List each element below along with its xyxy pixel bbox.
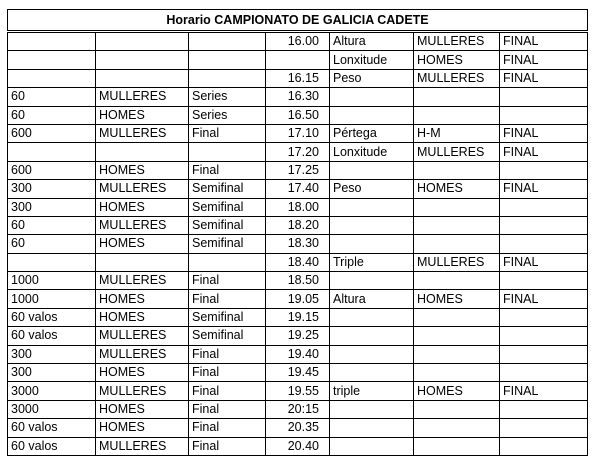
field-category-cell [414,419,500,437]
track-round-cell: Final [189,272,266,290]
table-row [8,51,588,69]
table-row [8,290,588,308]
field-category-cell: H-M [414,124,500,142]
track-category-cell: HOMES [96,308,189,326]
field-event-cell [330,437,414,455]
track-distance-cell [8,69,96,87]
field-category-cell: MULLERES [414,69,500,87]
table-row [8,400,588,418]
table-row [8,106,588,124]
time-cell: 18.30 [266,235,330,253]
track-category-cell: HOMES [96,364,189,382]
track-category-cell [96,253,189,271]
track-distance-cell: 60 valos [8,327,96,345]
field-round-cell: FINAL [500,382,588,400]
table-row [8,419,588,437]
track-distance-cell [8,51,96,69]
time-cell: 16.15 [266,69,330,87]
time-cell: 20:15 [266,400,330,418]
track-distance-cell: 60 [8,216,96,234]
track-distance-cell: 60 valos [8,419,96,437]
field-round-cell [500,364,588,382]
time-cell [266,51,330,69]
table-row [8,345,588,363]
track-distance-cell [8,32,96,51]
table-row [8,364,588,382]
track-round-cell: Final [189,345,266,363]
time-cell: 18.50 [266,272,330,290]
field-round-cell: FINAL [500,124,588,142]
track-distance-cell [8,143,96,161]
track-category-cell [96,143,189,161]
field-event-cell [330,364,414,382]
field-round-cell [500,345,588,363]
time-cell: 16.00 [266,32,330,51]
field-round-cell [500,437,588,455]
table-row [8,272,588,290]
table-title: Horario CAMPIONATO DE GALICIA CADETE [8,10,588,32]
field-event-cell [330,198,414,216]
track-distance-cell [8,253,96,271]
field-event-cell: Altura [330,32,414,51]
field-category-cell: HOMES [414,382,500,400]
time-cell: 17.20 [266,143,330,161]
field-round-cell: FINAL [500,143,588,161]
time-cell: 18.00 [266,198,330,216]
time-cell: 19.25 [266,327,330,345]
track-round-cell: Semifinal [189,327,266,345]
field-category-cell [414,198,500,216]
track-category-cell: MULLERES [96,327,189,345]
field-category-cell [414,272,500,290]
track-distance-cell: 300 [8,198,96,216]
table-row [8,69,588,87]
field-event-cell [330,106,414,124]
track-category-cell: HOMES [96,400,189,418]
field-event-cell: Pértega [330,124,414,142]
track-round-cell: Final [189,124,266,142]
field-round-cell [500,308,588,326]
field-category-cell [414,106,500,124]
table-row [8,124,588,142]
field-event-cell: Lonxitude [330,143,414,161]
field-event-cell [330,272,414,290]
table-row [8,143,588,161]
time-cell: 18.20 [266,216,330,234]
field-event-cell: Lonxitude [330,51,414,69]
table-row [8,88,588,106]
field-event-cell [330,235,414,253]
track-distance-cell: 60 [8,235,96,253]
field-category-cell: MULLERES [414,32,500,51]
field-event-cell [330,400,414,418]
table-row [8,253,588,271]
schedule-table [7,9,588,456]
track-category-cell: MULLERES [96,216,189,234]
field-category-cell [414,216,500,234]
field-event-cell [330,161,414,179]
track-round-cell: Semifinal [189,235,266,253]
time-cell: 19.55 [266,382,330,400]
field-event-cell: Triple [330,253,414,271]
time-cell: 17.10 [266,124,330,142]
field-event-cell [330,216,414,234]
field-round-cell [500,161,588,179]
time-cell: 19.40 [266,345,330,363]
track-distance-cell: 60 valos [8,437,96,455]
field-category-cell [414,437,500,455]
field-event-cell: Peso [330,69,414,87]
time-cell: 16.50 [266,106,330,124]
track-round-cell: Final [189,290,266,308]
track-round-cell [189,51,266,69]
track-category-cell [96,32,189,51]
track-category-cell: MULLERES [96,382,189,400]
track-round-cell: Series [189,106,266,124]
schedule-sheet [7,9,587,456]
track-category-cell: HOMES [96,198,189,216]
field-round-cell: FINAL [500,180,588,198]
field-event-cell: triple [330,382,414,400]
time-cell: 19.45 [266,364,330,382]
table-row [8,327,588,345]
field-category-cell [414,327,500,345]
track-category-cell: HOMES [96,161,189,179]
table-row [8,198,588,216]
track-distance-cell: 300 [8,345,96,363]
track-category-cell: HOMES [96,419,189,437]
track-category-cell: HOMES [96,290,189,308]
track-category-cell: MULLERES [96,272,189,290]
track-category-cell: HOMES [96,235,189,253]
field-round-cell [500,272,588,290]
track-category-cell [96,69,189,87]
time-cell: 18.40 [266,253,330,271]
table-row [8,161,588,179]
track-round-cell: Series [189,88,266,106]
field-event-cell [330,88,414,106]
field-round-cell: FINAL [500,290,588,308]
field-category-cell: HOMES [414,180,500,198]
field-category-cell [414,345,500,363]
field-event-cell [330,327,414,345]
track-round-cell: Final [189,382,266,400]
track-distance-cell: 3000 [8,382,96,400]
field-category-cell: HOMES [414,51,500,69]
field-round-cell: FINAL [500,51,588,69]
field-round-cell [500,400,588,418]
track-distance-cell: 60 valos [8,308,96,326]
field-category-cell: MULLERES [414,253,500,271]
field-round-cell [500,106,588,124]
field-category-cell [414,88,500,106]
field-round-cell [500,419,588,437]
table-row [8,216,588,234]
track-distance-cell: 600 [8,161,96,179]
field-event-cell: Altura [330,290,414,308]
track-round-cell: Final [189,437,266,455]
field-category-cell [414,364,500,382]
field-round-cell [500,327,588,345]
track-round-cell [189,69,266,87]
track-round-cell: Semifinal [189,180,266,198]
field-event-cell: Peso [330,180,414,198]
track-round-cell: Semifinal [189,308,266,326]
field-category-cell [414,400,500,418]
field-round-cell: FINAL [500,69,588,87]
time-cell: 19.15 [266,308,330,326]
table-row [8,235,588,253]
field-event-cell [330,308,414,326]
track-distance-cell: 600 [8,124,96,142]
track-distance-cell: 60 [8,88,96,106]
field-round-cell [500,216,588,234]
track-distance-cell: 1000 [8,290,96,308]
field-event-cell [330,345,414,363]
title-row [8,10,588,32]
track-distance-cell: 60 [8,106,96,124]
track-round-cell: Semifinal [189,216,266,234]
table-row [8,437,588,455]
track-category-cell: MULLERES [96,345,189,363]
time-cell: 17.25 [266,161,330,179]
track-category-cell: MULLERES [96,88,189,106]
track-round-cell [189,143,266,161]
time-cell: 20.35 [266,419,330,437]
schedule-body [8,10,588,456]
track-category-cell: MULLERES [96,437,189,455]
time-cell: 20.40 [266,437,330,455]
time-cell: 17.40 [266,180,330,198]
track-distance-cell: 1000 [8,272,96,290]
track-round-cell [189,32,266,51]
time-cell: 16.30 [266,88,330,106]
track-round-cell: Semifinal [189,198,266,216]
field-round-cell [500,235,588,253]
track-distance-cell: 300 [8,180,96,198]
field-round-cell [500,198,588,216]
track-distance-cell: 300 [8,364,96,382]
track-category-cell [96,51,189,69]
field-category-cell: HOMES [414,290,500,308]
track-category-cell: MULLERES [96,180,189,198]
time-cell: 19.05 [266,290,330,308]
track-category-cell: MULLERES [96,124,189,142]
track-distance-cell: 3000 [8,400,96,418]
track-category-cell: HOMES [96,106,189,124]
field-category-cell: MULLERES [414,143,500,161]
field-category-cell [414,235,500,253]
track-round-cell: Final [189,419,266,437]
table-row [8,308,588,326]
track-round-cell: Final [189,400,266,418]
track-round-cell [189,253,266,271]
table-row [8,32,588,51]
track-round-cell: Final [189,364,266,382]
field-round-cell: FINAL [500,32,588,51]
field-category-cell [414,308,500,326]
track-round-cell: Final [189,161,266,179]
table-row [8,180,588,198]
field-category-cell [414,161,500,179]
field-round-cell: FINAL [500,253,588,271]
table-row [8,382,588,400]
field-round-cell [500,88,588,106]
field-event-cell [330,419,414,437]
